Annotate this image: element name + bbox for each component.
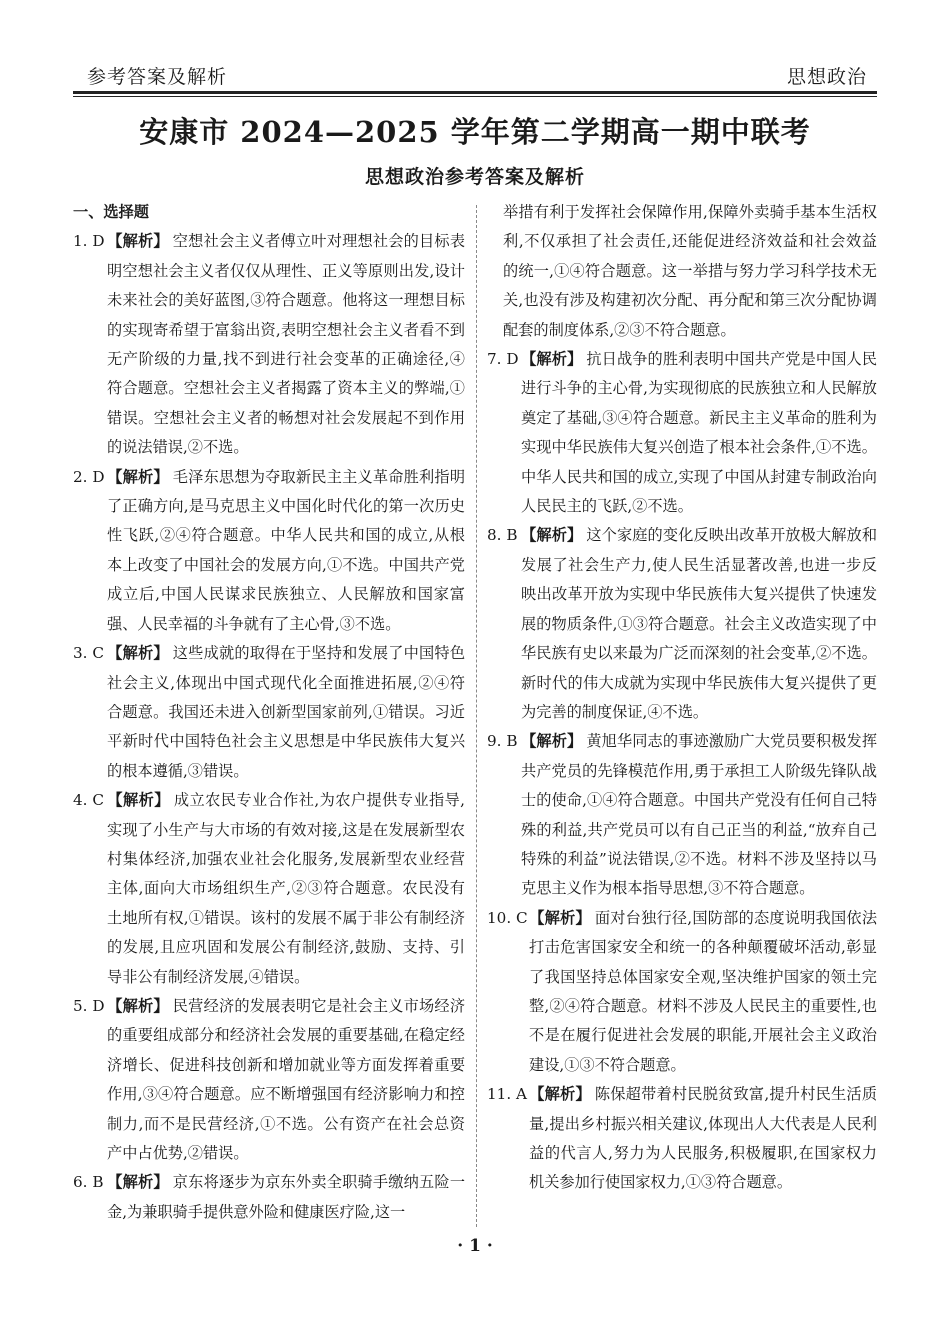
answer-number: 4. C xyxy=(73,791,104,810)
column-divider xyxy=(476,205,477,1227)
left-column xyxy=(73,198,465,1227)
analysis-tag: 【解析】 xyxy=(107,996,169,1015)
answer-number: 11. A xyxy=(487,1085,527,1104)
analysis-tag: 【解析】 xyxy=(107,232,169,251)
answer-item xyxy=(73,1168,465,1227)
answer-explanation: 毛泽东思想为夺取新民主主义革命胜利指明了正确方向,是马克思主义中国化时代化的第一次历史性飞跃,②④符合题意。中华人民共和国的成立,从根本上改变了中国社会的发展方向,①不选。中国共产党成立后,中国人民谋求民族独立、人民解放和国家富强、人民幸福的斗争就有了主心骨,③不选。 xyxy=(107,467,466,633)
analysis-tag: 【解析】 xyxy=(521,350,583,369)
answer-item xyxy=(73,463,465,639)
answer-explanation: 这个家庭的变化反映出改革开放极大解放和发展了社会生产力,使人民生活显著改善,也进一步反映出改革开放为实现中华民族伟大复兴提供了快速发展的物质条件,①③符合题意。社会主义改造实现了中华民族有史以来最为广泛而深刻的社会变革,②不选。新时代的伟大成就为实现中华民族伟大复兴提供了更为完善的制度保证,④不选。 xyxy=(521,526,878,721)
answer-item xyxy=(487,345,877,521)
analysis-tag: 【解析】 xyxy=(529,1085,591,1104)
answer-number: 5. D xyxy=(73,996,105,1015)
header-rule-thick xyxy=(73,91,877,94)
answer-explanation: 这些成就的取得在于坚持和发展了中国特色社会主义,体现出中国式现代化全面推进拓展,②④符合题意。我国还未进入创新型国家前列,①错误。习近平新时代中国特色社会主义思想是中华民族伟大复兴的根本遵循,③错误。 xyxy=(107,644,466,780)
header-rule-thin xyxy=(73,96,877,97)
answer-item xyxy=(487,1080,877,1198)
answer-number: 7. D xyxy=(487,350,519,369)
document-title: 安康市 2024—2025 学年第二学期高一期中联考 xyxy=(139,115,811,149)
header-left-label: 参考答案及解析 xyxy=(87,66,228,88)
analysis-tag: 【解析】 xyxy=(107,791,170,810)
continuation-text: 举措有利于发挥社会保障作用,保障外卖骑手基本生活权利,不仅承担了社会责任,还能促进经济效益和社会效益的统一,①④符合题意。这一举措与努力学习科学技术无关,也没有涉及构建初次分配、再分配和第三次分配协调配套的制度体系,②③不符合题意。 xyxy=(503,203,877,339)
left-answer-list xyxy=(73,227,465,1227)
analysis-tag: 【解析】 xyxy=(107,467,169,486)
page-number: · 1 · xyxy=(457,1236,493,1256)
answer-number: 10. C xyxy=(487,908,528,927)
answer-item xyxy=(73,992,465,1168)
answer-item xyxy=(73,227,465,462)
header-right-label: 思想政治 xyxy=(786,66,867,88)
answer-item xyxy=(487,727,877,903)
answer-item xyxy=(73,639,465,786)
answer-explanation: 黄旭华同志的事迹激励广大党员要积极发挥共产党员的先锋模范作用,勇于承担工人阶级先锋队战士的使命,①④符合题意。中国共产党没有任何自己特殊的利益,共产党员可以有自己正当的利益,“放弃自己特殊的利益”说法错误,②不选。材料不涉及坚持以马克思主义作为根本指导思想,③不符合题意。 xyxy=(521,732,878,898)
answer-explanation: 面对台独行径,国防部的态度说明我国依法打击危害国家安全和统一的各种颠覆破坏活动,彰显了我国坚持总体国家安全观,坚决维护国家的领土完整,②④符合题意。材料不涉及人民民主的重要性,也不是在履行促进社会发展的职能,开展社会主义政治建设,①③不符合题意。 xyxy=(529,908,878,1074)
answer-number: 9. B xyxy=(487,732,518,751)
answer-explanation: 陈保超带着村民脱贫致富,提升村民生活质量,提出乡村振兴相关建议,体现出人大代表是人民利益的代言人,努力为人民服务,积极履职,在国家权力机关参加行使国家权力,①③符合题意。 xyxy=(529,1085,878,1192)
document-subtitle: 思想政治参考答案及解析 xyxy=(364,166,585,188)
analysis-tag: 【解析】 xyxy=(107,644,169,663)
right-column xyxy=(487,198,877,1198)
answer-number: 1. D xyxy=(73,232,105,251)
answer-explanation: 京东将逐步为京东外卖全职骑手缴纳五险一金,为兼职骑手提供意外险和健康医疗险,这一 xyxy=(107,1173,466,1221)
analysis-tag: 【解析】 xyxy=(529,908,591,927)
right-answer-list xyxy=(487,345,877,1198)
analysis-tag: 【解析】 xyxy=(107,1173,169,1192)
answer-item xyxy=(73,786,465,992)
answer-number: 6. B xyxy=(73,1173,104,1192)
answer-explanation: 抗日战争的胜利表明中国共产党是中国人民进行斗争的主心骨,为实现彻底的民族独立和人民解放奠定了基础,③④符合题意。新民主主义革命的胜利为实现中华民族伟大复兴创造了根本社会条件,①不选。中华人民共和国的成立,实现了中国从封建专制政治向人民民主的飞跃,②不选。 xyxy=(521,350,878,516)
analysis-tag: 【解析】 xyxy=(521,732,583,751)
answer-item xyxy=(487,521,877,727)
analysis-tag: 【解析】 xyxy=(521,526,583,545)
answer-number: 2. D xyxy=(73,467,105,486)
page-header xyxy=(73,54,877,94)
section-title: 一、选择题 xyxy=(73,203,149,221)
answer-explanation: 成立农民专业合作社,为农户提供专业指导,实现了小生产与大市场的有效对接,这是在发展新型农村集体经济,加强农业社会化服务,发展新型农业经营主体,面向大市场组织生产,②③符合题意。农民没有土地所有权,①错误。该村的发展不属于非公有制经济的发展,且应巩固和发展公有制经济,鼓励、支持、引导非公有制经济发展,④错误。 xyxy=(107,791,466,986)
answer-number: 3. C xyxy=(73,644,104,663)
answer-item xyxy=(487,904,877,1080)
answer-explanation: 空想社会主义者傅立叶对理想社会的目标表明空想社会主义者仅仅从理性、正义等原则出发,设计未来社会的美好蓝图,③符合题意。他将这一理想目标的实现寄希望于富翁出资,表明空想社会主义者看不到无产阶级的力量,找不到进行社会变革的正确途径,④符合题意。空想社会主义者揭露了资本主义的弊端,①错误。空想社会主义者的畅想对社会发展起不到作用的说法错误,②不选。 xyxy=(107,232,466,457)
answer-number: 8. B xyxy=(487,526,518,545)
answer-explanation: 民营经济的发展表明它是社会主义市场经济的重要组成部分和经济社会发展的重要基础,在稳定经济增长、促进科技创新和增加就业等方面发挥着重要作用,③④符合题意。应不断增强国有经济影响力和控制力,而不是民营经济,①不选。公有资产在社会总资产中占优势,②错误。 xyxy=(107,996,466,1162)
